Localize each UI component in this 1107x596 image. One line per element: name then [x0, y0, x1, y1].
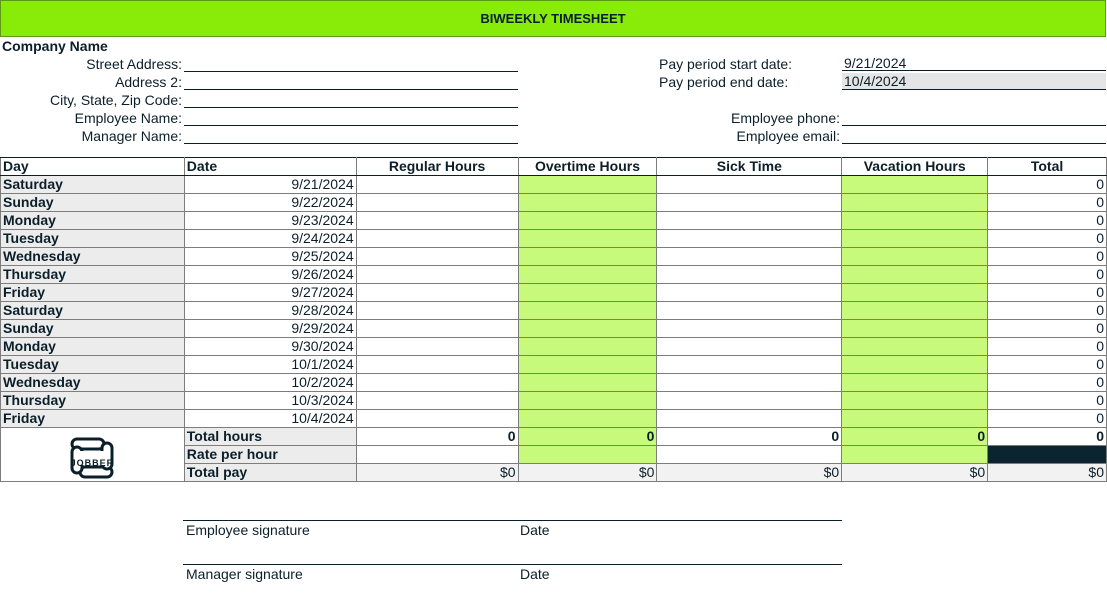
- day-cell: Tuesday: [1, 356, 185, 374]
- pay-period-end-label: Pay period end date:: [659, 74, 789, 90]
- sick-time-input[interactable]: [657, 230, 842, 248]
- regular-hours-input[interactable]: [356, 248, 518, 266]
- table-row: [1, 410, 1107, 428]
- vacation-hours-input[interactable]: [842, 410, 988, 428]
- overtime-hours-input[interactable]: [518, 392, 657, 410]
- overtime-hours-input[interactable]: [518, 302, 657, 320]
- manager-signature-date-label: Date: [520, 566, 550, 582]
- date-cell: 10/3/2024: [184, 392, 356, 410]
- pay-vacation: $0: [842, 464, 988, 482]
- employee-email-label: Employee email:: [736, 128, 840, 144]
- rate-per-hour-label: Rate per hour: [184, 446, 356, 464]
- overtime-hours-input[interactable]: [518, 212, 657, 230]
- row-total-cell: 0: [988, 392, 1107, 410]
- regular-hours-input[interactable]: [356, 338, 518, 356]
- table-row: [1, 212, 1107, 230]
- header-day: Day: [1, 158, 185, 176]
- regular-hours-input[interactable]: [356, 194, 518, 212]
- city-state-zip-field[interactable]: [184, 90, 518, 108]
- overtime-hours-input[interactable]: [518, 338, 657, 356]
- vacation-hours-input[interactable]: [842, 230, 988, 248]
- table-row: [1, 320, 1107, 338]
- sick-time-input[interactable]: [657, 176, 842, 194]
- employee-name-label: Employee Name:: [74, 110, 182, 126]
- employee-signature-label: Employee signature: [186, 522, 310, 538]
- header-regular-hours: Regular Hours: [356, 158, 518, 176]
- overtime-hours-input[interactable]: [518, 266, 657, 284]
- manager-name-field[interactable]: [184, 126, 518, 144]
- table-row: [1, 284, 1107, 302]
- overtime-hours-input[interactable]: [518, 410, 657, 428]
- total-overtime-hours: 0: [518, 428, 657, 446]
- overtime-hours-input[interactable]: [518, 374, 657, 392]
- rate-total-cell: [988, 446, 1107, 464]
- jobber-logo: [1, 428, 185, 482]
- regular-hours-input[interactable]: [356, 356, 518, 374]
- day-cell: Thursday: [1, 266, 185, 284]
- overtime-hours-input[interactable]: [518, 320, 657, 338]
- row-total-cell: 0: [988, 266, 1107, 284]
- sick-time-input[interactable]: [657, 356, 842, 374]
- day-cell: Monday: [1, 338, 185, 356]
- row-total-cell: 0: [988, 248, 1107, 266]
- street-address-label: Street Address:: [86, 56, 182, 72]
- regular-hours-input[interactable]: [356, 302, 518, 320]
- row-total-cell: 0: [988, 284, 1107, 302]
- vacation-hours-input[interactable]: [842, 266, 988, 284]
- rate-overtime-input[interactable]: [518, 446, 657, 464]
- header-row: [1, 158, 1107, 176]
- header-sick-time: Sick Time: [657, 158, 842, 176]
- row-total-cell: 0: [988, 338, 1107, 356]
- total-hours-row: [1, 428, 1107, 446]
- total-vacation-hours: 0: [842, 428, 988, 446]
- regular-hours-input[interactable]: [356, 374, 518, 392]
- pay-total: $0: [988, 464, 1107, 482]
- employee-name-field[interactable]: [184, 108, 518, 126]
- table-row: [1, 194, 1107, 212]
- row-total-cell: 0: [988, 374, 1107, 392]
- total-regular-hours: 0: [356, 428, 518, 446]
- date-cell: 9/29/2024: [184, 320, 356, 338]
- regular-hours-input[interactable]: [356, 176, 518, 194]
- sick-time-input[interactable]: [657, 284, 842, 302]
- header-overtime-hours: Overtime Hours: [518, 158, 657, 176]
- employee-signature-line[interactable]: [183, 520, 842, 521]
- sick-time-input[interactable]: [657, 302, 842, 320]
- day-cell: Friday: [1, 410, 185, 428]
- day-cell: Sunday: [1, 194, 185, 212]
- day-cell: Tuesday: [1, 230, 185, 248]
- date-cell: 9/22/2024: [184, 194, 356, 212]
- sick-time-input[interactable]: [657, 320, 842, 338]
- date-cell: 10/1/2024: [184, 356, 356, 374]
- date-cell: 10/4/2024: [184, 410, 356, 428]
- vacation-hours-input[interactable]: [842, 338, 988, 356]
- regular-hours-input[interactable]: [356, 284, 518, 302]
- employee-phone-label: Employee phone:: [731, 110, 840, 126]
- pay-period-start-field[interactable]: 9/21/2024: [842, 55, 1106, 71]
- overtime-hours-input[interactable]: [518, 284, 657, 302]
- pay-overtime: $0: [518, 464, 657, 482]
- sick-time-input[interactable]: [657, 266, 842, 284]
- regular-hours-input[interactable]: [356, 230, 518, 248]
- rate-sick-input[interactable]: [657, 446, 842, 464]
- company-name[interactable]: Company Name: [2, 38, 108, 54]
- table-row: [1, 302, 1107, 320]
- vacation-hours-input[interactable]: [842, 374, 988, 392]
- employee-phone-field[interactable]: [842, 108, 1106, 126]
- row-total-cell: 0: [988, 176, 1107, 194]
- day-cell: Thursday: [1, 392, 185, 410]
- header-vacation-hours: Vacation Hours: [842, 158, 988, 176]
- date-cell: 9/27/2024: [184, 284, 356, 302]
- row-total-cell: 0: [988, 212, 1107, 230]
- jobber-logo-text: JOBBER: [70, 458, 115, 468]
- date-cell: 9/24/2024: [184, 230, 356, 248]
- sick-time-input[interactable]: [657, 410, 842, 428]
- sick-time-input[interactable]: [657, 374, 842, 392]
- row-total-cell: 0: [988, 194, 1107, 212]
- rate-regular-input[interactable]: [356, 446, 518, 464]
- overtime-hours-input[interactable]: [518, 248, 657, 266]
- street-address-field[interactable]: [184, 54, 518, 72]
- vacation-hours-input[interactable]: [842, 356, 988, 374]
- row-total-cell: 0: [988, 320, 1107, 338]
- regular-hours-input[interactable]: [356, 320, 518, 338]
- day-cell: Sunday: [1, 320, 185, 338]
- regular-hours-input[interactable]: [356, 266, 518, 284]
- sick-time-input[interactable]: [657, 194, 842, 212]
- row-total-cell: 0: [988, 302, 1107, 320]
- employee-signature-date-label: Date: [520, 522, 550, 538]
- vacation-hours-input[interactable]: [842, 194, 988, 212]
- date-cell: 9/23/2024: [184, 212, 356, 230]
- date-cell: 10/2/2024: [184, 374, 356, 392]
- vacation-hours-input[interactable]: [842, 176, 988, 194]
- pay-period-end-field[interactable]: 10/4/2024: [842, 73, 1106, 90]
- sick-time-input[interactable]: [657, 212, 842, 230]
- pay-regular: $0: [356, 464, 518, 482]
- manager-name-label: Manager Name:: [81, 128, 182, 144]
- day-cell: Monday: [1, 212, 185, 230]
- regular-hours-input[interactable]: [356, 410, 518, 428]
- sick-time-input[interactable]: [657, 338, 842, 356]
- table-row: [1, 338, 1107, 356]
- row-total-cell: 0: [988, 356, 1107, 374]
- manager-signature-label: Manager signature: [186, 566, 303, 582]
- table-row: [1, 356, 1107, 374]
- vacation-hours-input[interactable]: [842, 284, 988, 302]
- vacation-hours-input[interactable]: [842, 392, 988, 410]
- overtime-hours-input[interactable]: [518, 230, 657, 248]
- date-cell: 9/30/2024: [184, 338, 356, 356]
- sick-time-input[interactable]: [657, 248, 842, 266]
- date-cell: 9/28/2024: [184, 302, 356, 320]
- header-date: Date: [184, 158, 356, 176]
- vacation-hours-input[interactable]: [842, 320, 988, 338]
- manager-signature-line[interactable]: [183, 564, 842, 565]
- total-sick-time: 0: [657, 428, 842, 446]
- overtime-hours-input[interactable]: [518, 356, 657, 374]
- day-cell: Wednesday: [1, 248, 185, 266]
- total-hours-grand: 0: [988, 428, 1107, 446]
- date-cell: 9/26/2024: [184, 266, 356, 284]
- total-pay-label: Total pay: [184, 464, 356, 482]
- overtime-hours-input[interactable]: [518, 194, 657, 212]
- regular-hours-input[interactable]: [356, 212, 518, 230]
- vacation-hours-input[interactable]: [842, 248, 988, 266]
- table-row: [1, 392, 1107, 410]
- timesheet-table: [0, 157, 1107, 482]
- rate-vacation-input[interactable]: [842, 446, 988, 464]
- day-cell: Saturday: [1, 176, 185, 194]
- table-row: [1, 176, 1107, 194]
- vacation-hours-input[interactable]: [842, 212, 988, 230]
- address2-field[interactable]: [184, 72, 518, 90]
- vacation-hours-input[interactable]: [842, 302, 988, 320]
- table-row: [1, 266, 1107, 284]
- date-cell: 9/21/2024: [184, 176, 356, 194]
- table-row: [1, 374, 1107, 392]
- row-total-cell: 0: [988, 410, 1107, 428]
- row-total-cell: 0: [988, 230, 1107, 248]
- day-cell: Saturday: [1, 302, 185, 320]
- pay-sick: $0: [657, 464, 842, 482]
- table-row: [1, 230, 1107, 248]
- sheet-title: BIWEEKLY TIMESHEET: [0, 0, 1106, 37]
- pay-period-start-label: Pay period start date:: [659, 56, 793, 72]
- regular-hours-input[interactable]: [356, 392, 518, 410]
- sick-time-input[interactable]: [657, 392, 842, 410]
- city-state-zip-label: City, State, Zip Code:: [49, 92, 182, 108]
- address2-label: Address 2:: [115, 74, 182, 90]
- day-cell: Friday: [1, 284, 185, 302]
- date-cell: 9/25/2024: [184, 248, 356, 266]
- table-row: [1, 248, 1107, 266]
- total-hours-label: Total hours: [184, 428, 356, 446]
- day-cell: Wednesday: [1, 374, 185, 392]
- employee-email-field[interactable]: [842, 126, 1106, 144]
- header-total: Total: [988, 158, 1107, 176]
- overtime-hours-input[interactable]: [518, 176, 657, 194]
